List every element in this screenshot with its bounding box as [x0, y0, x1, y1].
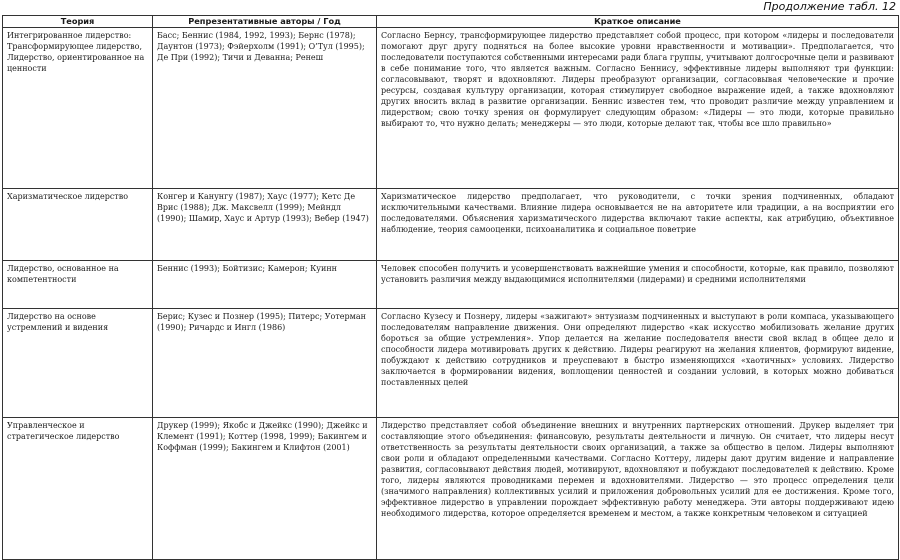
- cell-theory: Управленческое и стратегическое лидерство: [3, 418, 153, 560]
- cell-theory: Лидерство, основанное на компетентности: [3, 261, 153, 309]
- table-caption: Продолжение табл. 12: [763, 0, 896, 13]
- cell-authors: Берис; Кузес и Познер (1995); Питерс; Уотерман (1990); Ричардс и Ингл (1986): [153, 309, 377, 418]
- cell-authors: Конгер и Канунгу (1987); Хаус (1977); Кетс Де Врис (1988); Дж. Максвелл (1999); Мейндл (1990); Шамир, Хаус и Артур (1993); Вебер (1947): [153, 189, 377, 261]
- cell-authors: Друкер (1999); Якобс и Джейкс (1990); Джейкс и Клемент (1991); Коттер (1998, 1999); Бакингем и Коффман (1999); Бакингем и Клифтон (2001): [153, 418, 377, 560]
- header-authors: Репрезентативные авторы / Год: [153, 16, 377, 28]
- cell-description: Лидерство представляет собой объединение внешних и внутренних партнерских отношений. Друкер выделяет три составляющие этого объединения: финансовую, результаты деятельности и личную. Он считает, что лидеры несут ответственность за результаты деятельности своих организаций, а также за общество в целом. Лидеры выполняют свои роли и обладают определенными качествами. Согласно Коттеру, лидеры дают другим видение и направление развития, согласовывают действия людей, мотивируют, вдохновляют и побуждают последователей к действию. Кроме того, лидеры являются проводниками перемен и вдохновителями. Лидерство — это процесс определения цели (значимого направления) коллективных усилий и приложения добровольных усилий для ее достижения. Кроме того, эффективное лидерство в управлении порождает эффективную работу менеджера. Эти авторы поддерживают идею необходимого лидерства, которое определяется временем и местом, а также конкретным человеком и ситуацией: [377, 418, 899, 560]
- cell-theory: Лидерство на основе устремлений и видения: [3, 309, 153, 418]
- table-row: [3, 261, 899, 309]
- cell-authors: Беннис (1993); Бойтизис; Камерон; Куинн: [153, 261, 377, 309]
- cell-authors: Басс; Беннис (1984, 1992, 1993); Бернс (1978); Даунтон (1973); Фэйерхолм (1991); О’Тул (1995); Де При (1992); Тичи и Деванна; Ренеш: [153, 28, 377, 189]
- cell-description: Харизматическое лидерство предполагает, что руководители, с точки зрения подчиненных, обладают исключительными качествами. Влияние лидера основывается не на авторитете или традиции, а на восприятии его последователями. Объяснения харизматического лидерства включают такие аспекты, как атрибуцию, объективное наблюдение, теория самооценки, психоаналитика и социальное поветрие: [377, 189, 899, 261]
- table-header-row: [3, 16, 899, 28]
- table-row: [3, 418, 899, 560]
- cell-description: Человек способен получить и усовершенствовать важнейшие умения и способности, которые, как правило, позволяют установить различия между выдающимися исполнителями (лидерами) и средними исполнителями: [377, 261, 899, 309]
- table-row: [3, 28, 899, 189]
- header-description: Краткое описание: [377, 16, 899, 28]
- leadership-theories-table: [2, 15, 899, 560]
- table-row: [3, 309, 899, 418]
- cell-theory: Харизматическое лидерство: [3, 189, 153, 261]
- cell-description: Согласно Кузесу и Познеру, лидеры «зажигают» энтузиазм подчиненных и выступают в роли компаса, указывающего последователям направление движения. Они определяют лидерство «как искусство мобилизовать желание других бороться за общие устремления». Упор делается на желание последователя внести свой вклад в общее дело и способности лидера мотивировать других к действию. Лидеры реагируют на желания клиентов, формируют видение, побуждают к действию сотрудников и преуспевают в быстро изменяющихся «хаотичных» условиях. Лидерство заключается в формировании видения, воплощении ценностей и создании условий, в которых можно добиваться поставленных целей: [377, 309, 899, 418]
- cell-description: Согласно Бернсу, трансформирующее лидерство представляет собой процесс, при котором «лидеры и последователи помогают друг другу подняться на более высокие уровни нравственности и мотивации». Предполагается, что последователи поступаются собственными интересами ради блага группы, учитывают долгосрочные цели и развивают в себе понимание того, что является важным. Согласно Беннису, эффективные лидеры выполняют три функции: согласовывают, творят и вдохновляют. Лидеры преобразуют организации, согласовывая человеческие и прочие ресурсы, создавая культуру организации, которая стимулирует свободное выражение идей, а также вдохновляют других вносить вклад в развитие организации. Беннис известен тем, что проводит различие между управлением и лидерством; свою точку зрения он формулирует следующим образом: «Лидеры — это люди, которые правильно выбирают то, что нужно делать; менеджеры — это люди, которые делают так, чтобы все шло правильно»: [377, 28, 899, 189]
- table-row: [3, 189, 899, 261]
- header-theory: Теория: [3, 16, 153, 28]
- cell-theory: Интегрированное лидерство: Трансформирующее лидерство, Лидерство, ориентированное на ценности: [3, 28, 153, 189]
